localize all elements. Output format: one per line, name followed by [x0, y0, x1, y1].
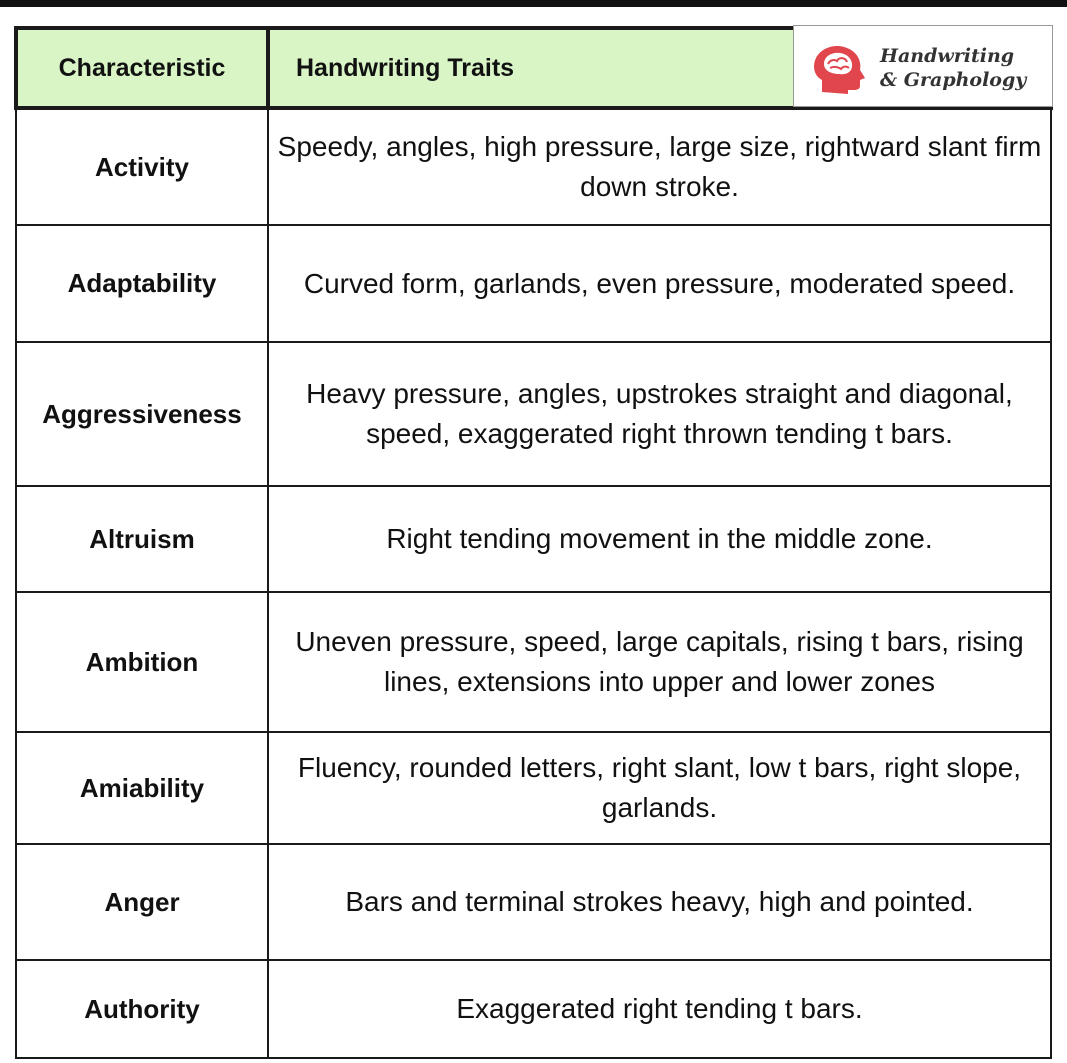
logo-line-1: Handwriting	[880, 45, 1015, 67]
characteristic-cell: Altruism	[16, 486, 268, 592]
table-row	[16, 960, 1051, 1058]
handwriting-graphology-logo	[793, 25, 1053, 107]
table-row	[16, 732, 1051, 844]
table-row	[16, 844, 1051, 960]
characteristic-cell: Ambition	[16, 592, 268, 732]
traits-cell: Heavy pressure, angles, upstrokes straight and diagonal, speed, exaggerated right thrown tending t bars.	[268, 342, 1051, 486]
traits-cell: Curved form, garlands, even pressure, moderated speed.	[268, 225, 1051, 342]
head-brain-icon	[808, 40, 868, 96]
characteristic-cell: Aggressiveness	[16, 342, 268, 486]
table-row	[16, 225, 1051, 342]
table-header-row	[16, 28, 1051, 108]
characteristic-cell: Adaptability	[16, 225, 268, 342]
traits-cell: Speedy, angles, high pressure, large size, rightward slant firm down stroke.	[268, 108, 1051, 225]
table-row	[16, 108, 1051, 225]
characteristic-cell: Anger	[16, 844, 268, 960]
logo-line-2: & Graphology	[880, 69, 1027, 91]
characteristic-cell: Authority	[16, 960, 268, 1058]
traits-table	[14, 26, 1053, 1059]
characteristic-cell: Amiability	[16, 732, 268, 844]
traits-cell: Exaggerated right tending t bars.	[268, 960, 1051, 1058]
header-traits-label: Handwriting Traits	[296, 53, 515, 82]
top-rule	[0, 0, 1067, 7]
traits-cell: Right tending movement in the middle zone.	[268, 486, 1051, 592]
traits-cell: Bars and terminal strokes heavy, high and pointed.	[268, 844, 1051, 960]
table-row	[16, 486, 1051, 592]
logo-text	[880, 44, 1026, 92]
characteristic-cell: Activity	[16, 108, 268, 225]
table-row	[16, 592, 1051, 732]
header-handwriting-traits	[268, 28, 1051, 108]
header-characteristic: Characteristic	[16, 28, 268, 108]
traits-cell: Uneven pressure, speed, large capitals, rising t bars, rising lines, extensions into upper and lower zones	[268, 592, 1051, 732]
traits-cell: Fluency, rounded letters, right slant, low t bars, right slope, garlands.	[268, 732, 1051, 844]
table-row	[16, 342, 1051, 486]
traits-table-container	[14, 26, 1053, 1036]
